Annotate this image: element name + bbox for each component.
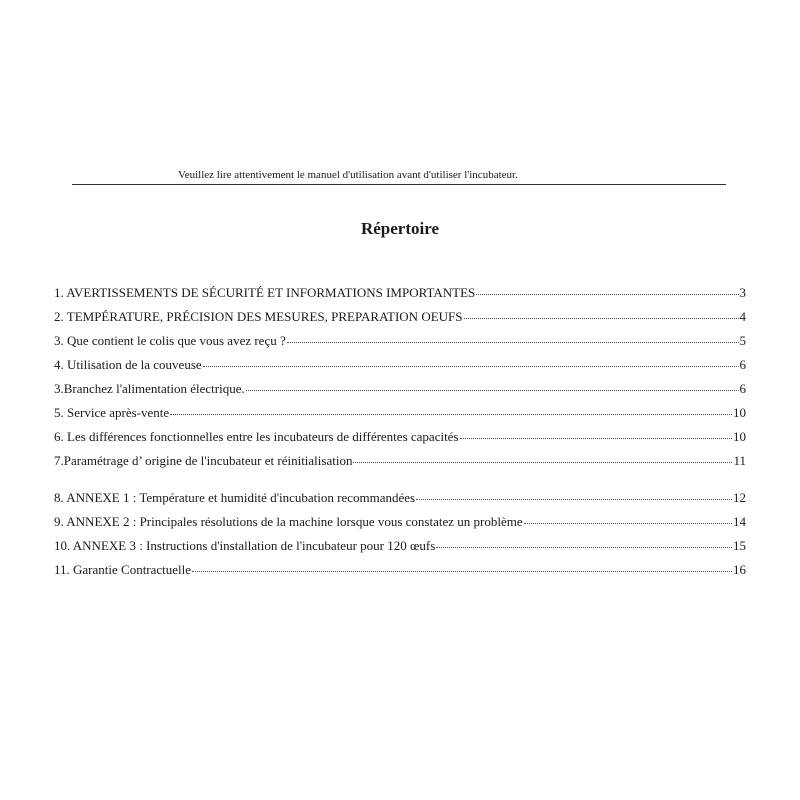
toc-entry-page: 10 (733, 429, 746, 444)
toc-entry[interactable] (54, 404, 746, 428)
toc-entry-page: 16 (733, 562, 746, 577)
toc-entry-label: 2. TEMPÉRATURE, PRÉCISION DES MESURES, PREPARATION OEUFS (54, 309, 463, 324)
toc-entry-label: 4. Utilisation de la couveuse (54, 357, 202, 372)
toc-entry-label: 5. Service après-vente (54, 405, 170, 420)
toc-leader-dots (287, 342, 739, 343)
toc-leader-dots (170, 414, 732, 415)
toc-entry[interactable] (54, 380, 746, 404)
header-divider (72, 184, 726, 185)
toc-leader-dots (436, 547, 732, 548)
toc-leader-dots (353, 462, 732, 463)
toc-entry-page: 5 (739, 333, 746, 348)
table-of-contents (54, 284, 746, 585)
toc-entry-page: 15 (733, 538, 746, 553)
toc-entry[interactable] (54, 284, 746, 308)
toc-leader-dots (524, 523, 732, 524)
toc-entry-label: 3. Que contient le colis que vous avez reçu ? (54, 333, 286, 348)
toc-entry-label: 6. Les différences fonctionnelles entre les incubateurs de différentes capacités (54, 429, 459, 444)
toc-entry[interactable] (54, 308, 746, 332)
toc-entry-page: 10 (733, 405, 746, 420)
toc-entry[interactable] (54, 428, 746, 452)
toc-entry[interactable] (54, 489, 746, 513)
toc-entry-label: 11. Garantie Contractuelle (54, 562, 192, 577)
toc-entry[interactable] (54, 513, 746, 537)
header-note: Veuillez lire attentivement le manuel d'utilisation avant d'utiliser l'incubateur. (178, 169, 518, 181)
toc-entry-label: 3.Branchez l'alimentation électrique. (54, 381, 245, 396)
toc-entry-page: 12 (733, 490, 746, 505)
toc-entry[interactable] (54, 356, 746, 380)
toc-entry-label: 9. ANNEXE 2 : Principales résolutions de la machine lorsque vous constatez un problème (54, 514, 523, 529)
toc-entry[interactable] (54, 452, 746, 476)
toc-entry-page: 11 (733, 453, 746, 468)
toc-entry-page: 3 (739, 285, 746, 300)
toc-entry-page: 6 (739, 381, 746, 396)
page-title: Répertoire (360, 219, 440, 238)
toc-entry-label: 8. ANNEXE 1 : Température et humidité d'incubation recommandées (54, 490, 416, 505)
toc-leader-dots (416, 499, 732, 500)
toc-leader-dots (203, 366, 739, 367)
toc-entry-page: 4 (739, 309, 746, 324)
toc-entry[interactable] (54, 561, 746, 585)
toc-leader-dots (460, 438, 732, 439)
toc-leader-dots (246, 390, 739, 391)
toc-leader-dots (464, 318, 739, 319)
toc-entry-label: 10. ANNEXE 3 : Instructions d'installation de l'incubateur pour 120 œufs (54, 538, 436, 553)
toc-leader-dots (476, 294, 738, 295)
toc-entry-page: 14 (733, 514, 746, 529)
toc-entry[interactable] (54, 537, 746, 561)
toc-leader-dots (192, 571, 732, 572)
toc-entry-label: 7.Paramétrage d’ origine de l'incubateur et réinitialisation (54, 453, 353, 468)
toc-entry[interactable] (54, 332, 746, 356)
toc-entry-page: 6 (739, 357, 746, 372)
toc-entry-label: 1. AVERTISSEMENTS DE SÉCURITÉ ET INFORMATIONS IMPORTANTES (54, 285, 476, 300)
